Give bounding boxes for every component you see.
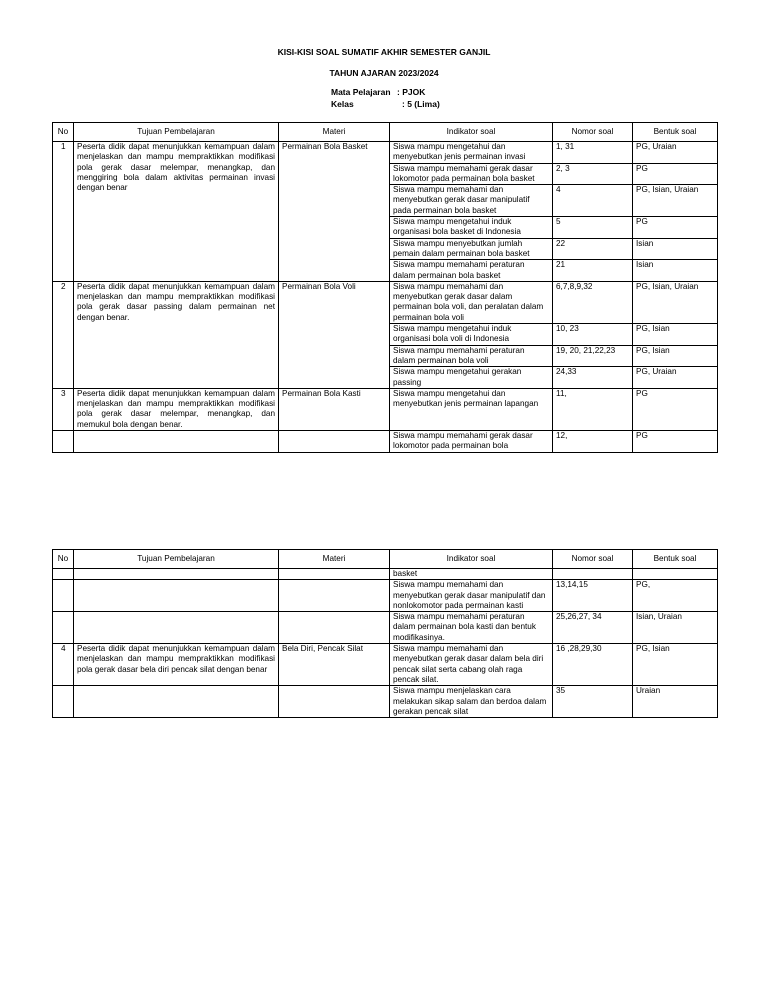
cell-no: 2 [53, 281, 74, 388]
cell-indikator: Siswa mampu memahami gerak dasar lokomotor pada permainan bola [390, 431, 553, 453]
grid-table-2 [52, 549, 718, 718]
cell-materi [279, 612, 390, 644]
cell-no [53, 431, 74, 453]
cell-nomor: 6,7,8,9,32 [553, 281, 633, 323]
cell-indikator: Siswa mampu memahami dan menyebutkan gerak dasar dalam permainan bola voli, dan peralatan dalam permainan bola voli [390, 281, 553, 323]
cell-tujuan [74, 612, 279, 644]
cell-materi [279, 686, 390, 718]
cell-nomor: 35 [553, 686, 633, 718]
cell-indikator: Siswa mampu memahami peraturan dalam permainan bola voli [390, 345, 553, 367]
cell-no: 4 [53, 644, 74, 686]
cell-indikator: Siswa mampu menyebutkan jumlah pemain dalam permainan bola basket [390, 238, 553, 260]
header-materi: Materi [279, 550, 390, 569]
cell-bentuk: Uraian [633, 686, 718, 718]
cell-bentuk: Isian, Uraian [633, 612, 718, 644]
header-nomor: Nomor soal [553, 123, 633, 142]
cell-indikator: Siswa mampu mengetahui dan menyebutkan jenis permainan invasi [390, 142, 553, 164]
cell-bentuk: PG, Isian [633, 345, 718, 367]
header-materi: Materi [279, 123, 390, 142]
cell-indikator: Siswa mampu memahami gerak dasar lokomotor pada permainan bola basket [390, 163, 553, 185]
cell-nomor: 10, 23 [553, 324, 633, 346]
cell-tujuan: Peserta didik dapat menunjukkan kemampuan dalam menjelaskan dan mampu mempraktikkan modifikasi pola gerak dasar passing dalam permainan net dengan benar. [74, 281, 279, 388]
table-row [53, 580, 718, 612]
cell-tujuan [74, 431, 279, 453]
subject-label: Mata Pelajaran [331, 87, 391, 97]
cell-materi [279, 431, 390, 453]
table-header-row [53, 123, 718, 142]
table-row [53, 281, 718, 323]
header-no: No [53, 123, 74, 142]
cell-bentuk: PG, Isian, Uraian [633, 281, 718, 323]
table-row [53, 612, 718, 644]
cell-no: 3 [53, 388, 74, 430]
class-value: : 5 (Lima) [402, 99, 440, 109]
header-no: No [53, 550, 74, 569]
cell-nomor: 4 [553, 185, 633, 217]
cell-indikator: Siswa mampu memahami dan menyebutkan gerak dasar dalam bela diri pencak silat serta cabang olah raga pencak silat. [390, 644, 553, 686]
cell-bentuk: PG [633, 431, 718, 453]
cell-materi: Bela Diri, Pencak Silat [279, 644, 390, 686]
cell-nomor: 12, [553, 431, 633, 453]
cell-tujuan [74, 686, 279, 718]
cell-tujuan: Peserta didik dapat menunjukkan kemampuan dalam menjelaskan dan mampu mempraktikkan modifikasi pola gerak dasar melempar, menangkap, dan memukul bola dengan benar. [74, 388, 279, 430]
cell-bentuk: PG [633, 163, 718, 185]
cell-indikator: basket [390, 569, 553, 580]
header-bentuk: Bentuk soal [633, 550, 718, 569]
cell-nomor: 1, 31 [553, 142, 633, 164]
cell-tujuan: Peserta didik dapat menunjukkan kemampuan dalam menjelaskan dan mampu mempraktikkan modifikasi pola gerak dasar bela diri pencak silat dengan benar [74, 644, 279, 686]
cell-indikator: Siswa mampu memahami peraturan dalam permainan bola kasti dan bentuk modifikasinya. [390, 612, 553, 644]
cell-nomor: 22 [553, 238, 633, 260]
cell-no [53, 569, 74, 580]
cell-no: 1 [53, 142, 74, 282]
table-row [53, 569, 718, 580]
cell-no [53, 612, 74, 644]
cell-indikator: Siswa mampu memahami dan menyebutkan gerak dasar manipulatif pada permainan bola basket [390, 185, 553, 217]
cell-indikator: Siswa mampu memahami peraturan dalam permainan bola basket [390, 260, 553, 282]
cell-nomor: 11, [553, 388, 633, 430]
cell-bentuk: PG, Isian, Uraian [633, 185, 718, 217]
cell-tujuan: Peserta didik dapat menunjukkan kemampuan dalam menjelaskan dan mampu mempraktikkan modifikasi pola gerak dasar melempar, menangkap, dan menggiring bola dalam aktivitas permainan invasi dengan benar [74, 142, 279, 282]
cell-indikator: Siswa mampu mengetahui induk organisasi bola basket di Indonesia [390, 217, 553, 239]
header-indikator: Indikator soal [390, 550, 553, 569]
cell-nomor [553, 569, 633, 580]
table-row [53, 431, 718, 453]
cell-materi: Permainan Bola Basket [279, 142, 390, 282]
cell-no [53, 686, 74, 718]
header-tujuan: Tujuan Pembelajaran [74, 123, 279, 142]
table-row [53, 644, 718, 686]
header-tujuan: Tujuan Pembelajaran [74, 550, 279, 569]
document-title: KISI-KISI SOAL SUMATIF AKHIR SEMESTER GANJIL [277, 47, 491, 57]
cell-nomor: 2, 3 [553, 163, 633, 185]
table-row [53, 686, 718, 718]
cell-no [53, 580, 74, 612]
cell-nomor: 5 [553, 217, 633, 239]
cell-nomor: 21 [553, 260, 633, 282]
cell-indikator: Siswa mampu menjelaskan cara melakukan sikap salam dan berdoa dalam gerakan pencak silat [390, 686, 553, 718]
table-row [53, 142, 718, 164]
cell-bentuk: PG, [633, 580, 718, 612]
cell-tujuan [74, 580, 279, 612]
subject-line [331, 87, 425, 97]
cell-nomor: 13,14,15 [553, 580, 633, 612]
table-header-row [53, 550, 718, 569]
cell-bentuk: PG, Isian [633, 644, 718, 686]
cell-bentuk: Isian [633, 238, 718, 260]
cell-materi [279, 569, 390, 580]
subject-value: : PJOK [397, 87, 426, 97]
cell-materi: Permainan Bola Voli [279, 281, 390, 388]
cell-bentuk: PG [633, 217, 718, 239]
cell-bentuk: PG, Uraian [633, 142, 718, 164]
academic-year: TAHUN AJARAN 2023/2024 [329, 68, 439, 78]
cell-bentuk: PG [633, 388, 718, 430]
cell-nomor: 16 ,28,29,30 [553, 644, 633, 686]
cell-tujuan [74, 569, 279, 580]
header-bentuk: Bentuk soal [633, 123, 718, 142]
class-line [331, 99, 440, 109]
cell-bentuk: Isian [633, 260, 718, 282]
cell-bentuk: PG, Isian [633, 324, 718, 346]
grid-table-1 [52, 122, 718, 453]
cell-nomor: 24,33 [553, 367, 633, 389]
cell-bentuk: PG, Uraian [633, 367, 718, 389]
header-indikator: Indikator soal [390, 123, 553, 142]
table-row [53, 388, 718, 430]
cell-bentuk [633, 569, 718, 580]
cell-indikator: Siswa mampu mengetahui dan menyebutkan jenis permainan lapangan [390, 388, 553, 430]
cell-materi: Permainan Bola Kasti [279, 388, 390, 430]
class-label: Kelas [331, 99, 354, 109]
cell-indikator: Siswa mampu mengetahui induk organisasi bola voli di Indonesia [390, 324, 553, 346]
cell-indikator: Siswa mampu mengetahui gerakan passing [390, 367, 553, 389]
header-nomor: Nomor soal [553, 550, 633, 569]
cell-indikator: Siswa mampu memahami dan menyebutkan gerak dasar manipulatif dan nonlokomotor pada permainan kasti [390, 580, 553, 612]
cell-materi [279, 580, 390, 612]
cell-nomor: 19, 20, 21,22,23 [553, 345, 633, 367]
cell-nomor: 25,26,27, 34 [553, 612, 633, 644]
